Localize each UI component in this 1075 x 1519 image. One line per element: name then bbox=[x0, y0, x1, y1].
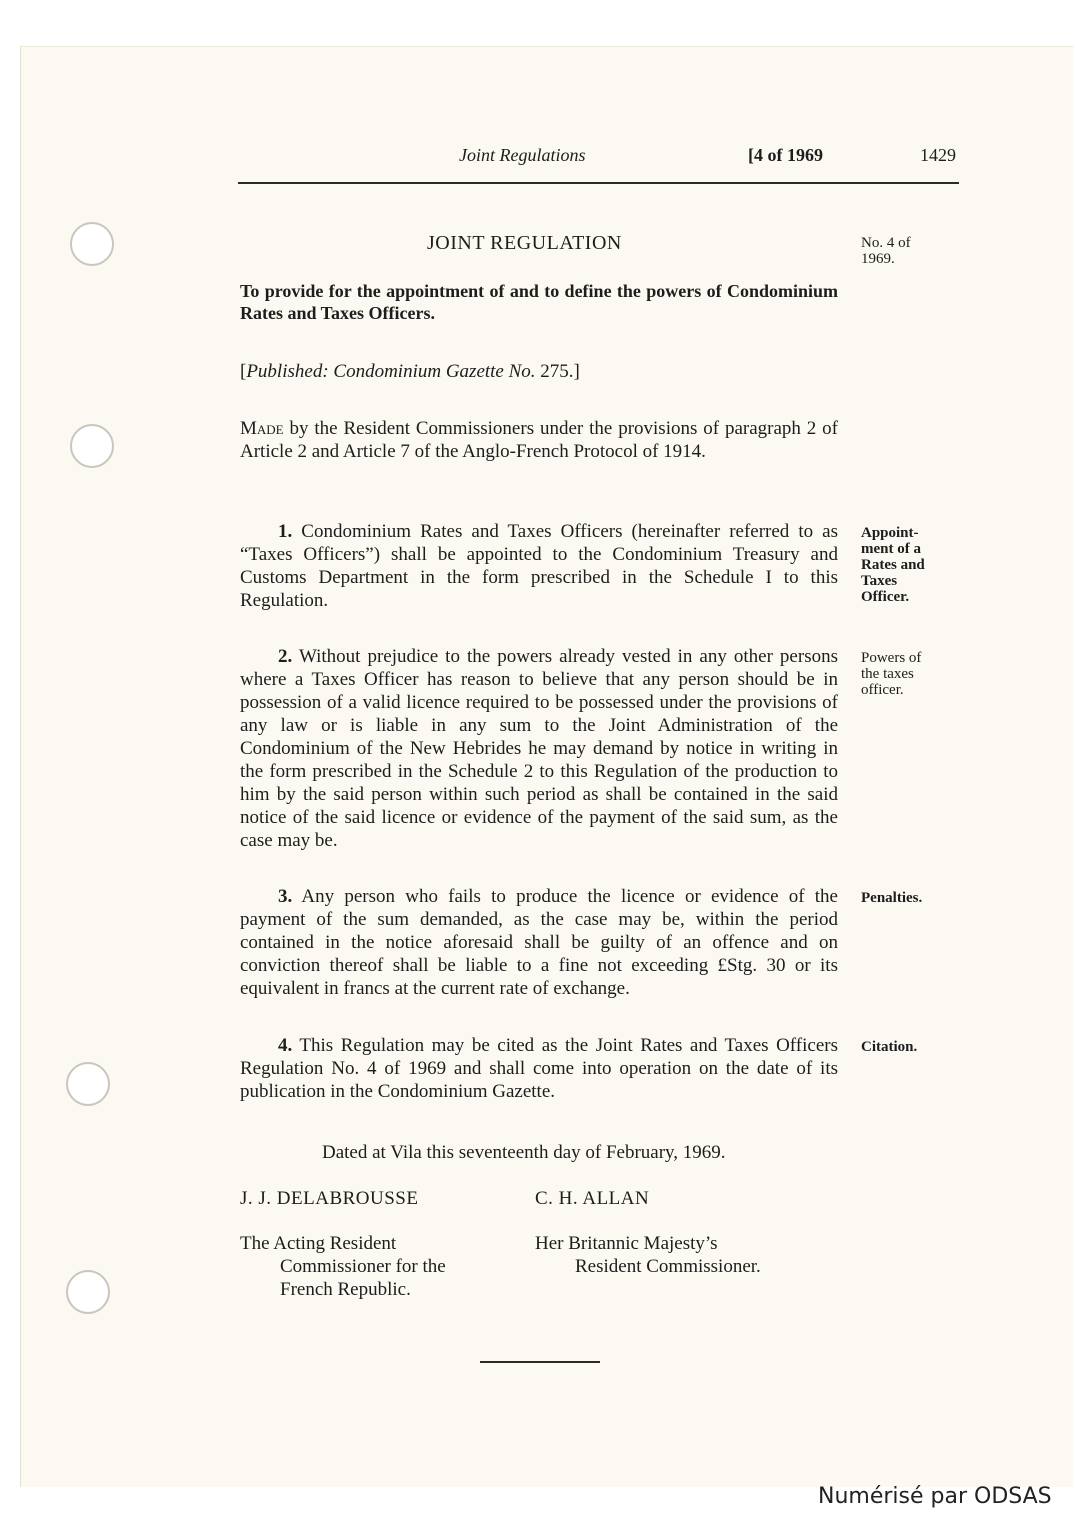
header-rule bbox=[238, 182, 959, 184]
page-number: 1429 bbox=[920, 145, 956, 165]
punch-hole-3 bbox=[66, 1062, 110, 1106]
running-title: Joint Regulations bbox=[459, 145, 586, 165]
margin-note-section-1: Appoint- ment of a Rates and Taxes Officer. bbox=[861, 525, 925, 605]
margin-note-section-4: Citation. bbox=[861, 1039, 918, 1055]
dated-line: Dated at Vila this seventeenth day of February, 1969. bbox=[322, 1142, 726, 1163]
signatory-name: C. H. ALLAN bbox=[535, 1188, 650, 1209]
signatory-title: Her Britannic Majesty’s Resident Commissioner. bbox=[535, 1233, 761, 1277]
signatory-british bbox=[535, 1187, 761, 1278]
punch-hole-2 bbox=[70, 424, 114, 468]
punch-hole-1 bbox=[70, 222, 114, 266]
punch-hole-4 bbox=[66, 1270, 110, 1314]
signatory-french bbox=[240, 1187, 446, 1301]
section-3: 3. Any person who fails to produce the licence or evidence of the payment of the sum demanded, as the case may be, within the period contained in the notice aforesaid shall be guilty of an offence and on conviction thereof shall be liable to a fine not exceeding £Stg. 30 or its equivalent in francs at the current rate of exchange. bbox=[240, 886, 838, 999]
margin-note-number: No. 4 of 1969. bbox=[861, 235, 911, 267]
end-rule bbox=[480, 1361, 600, 1363]
signatory-name: J. J. DELABROUSSE bbox=[240, 1188, 419, 1209]
digitization-stamp: Numérisé par ODSAS bbox=[818, 1484, 1052, 1509]
margin-note-section-2: Powers of the taxes officer. bbox=[861, 650, 922, 698]
published-note: [Published: Condominium Gazette No. 275.] bbox=[240, 361, 580, 382]
signatory-title: The Acting Resident Commissioner for the French Republic. bbox=[240, 1233, 446, 1300]
section-2: 2. Without prejudice to the powers already vested in any other persons where a Taxes Officer has reason to believe that any person should be in possession of a valid licence required to be possessed under the provisions of any law or is liable in any sum to the Joint Administration of the Condominium of the New Hebrides he may demand by notice in writing in the form prescribed in the Schedule 2 to this Regulation of the production to him by the said person within such period as shall be contained in the said notice of the said licence or evidence of the payment of the said sum, as the case may be. bbox=[240, 646, 838, 851]
regulation-reference: [4 of 1969 bbox=[748, 145, 823, 165]
margin-note-section-3: Penalties. bbox=[861, 890, 923, 906]
enacting-clause: Made by the Resident Commissioners under the provisions of paragraph 2 of Article 2 and Article 7 of the Anglo-French Protocol of 1914. bbox=[240, 418, 839, 462]
document-title: JOINT REGULATION bbox=[427, 232, 622, 254]
section-1: 1. Condominium Rates and Taxes Officers (hereinafter referred to as “Taxes Officers”) shall be appointed to the Condominium Treasury and Customs Department in the form prescribed in the Schedule I to this Regulation. bbox=[240, 521, 838, 611]
long-title: To provide for the appointment of and to define the powers of Condominium Rates and Taxes Officers. bbox=[240, 281, 838, 323]
section-4: 4. This Regulation may be cited as the Joint Rates and Taxes Officers Regulation No. 4 of 1969 and shall come into operation on the date of its publication in the Condominium Gazette. bbox=[240, 1035, 838, 1102]
